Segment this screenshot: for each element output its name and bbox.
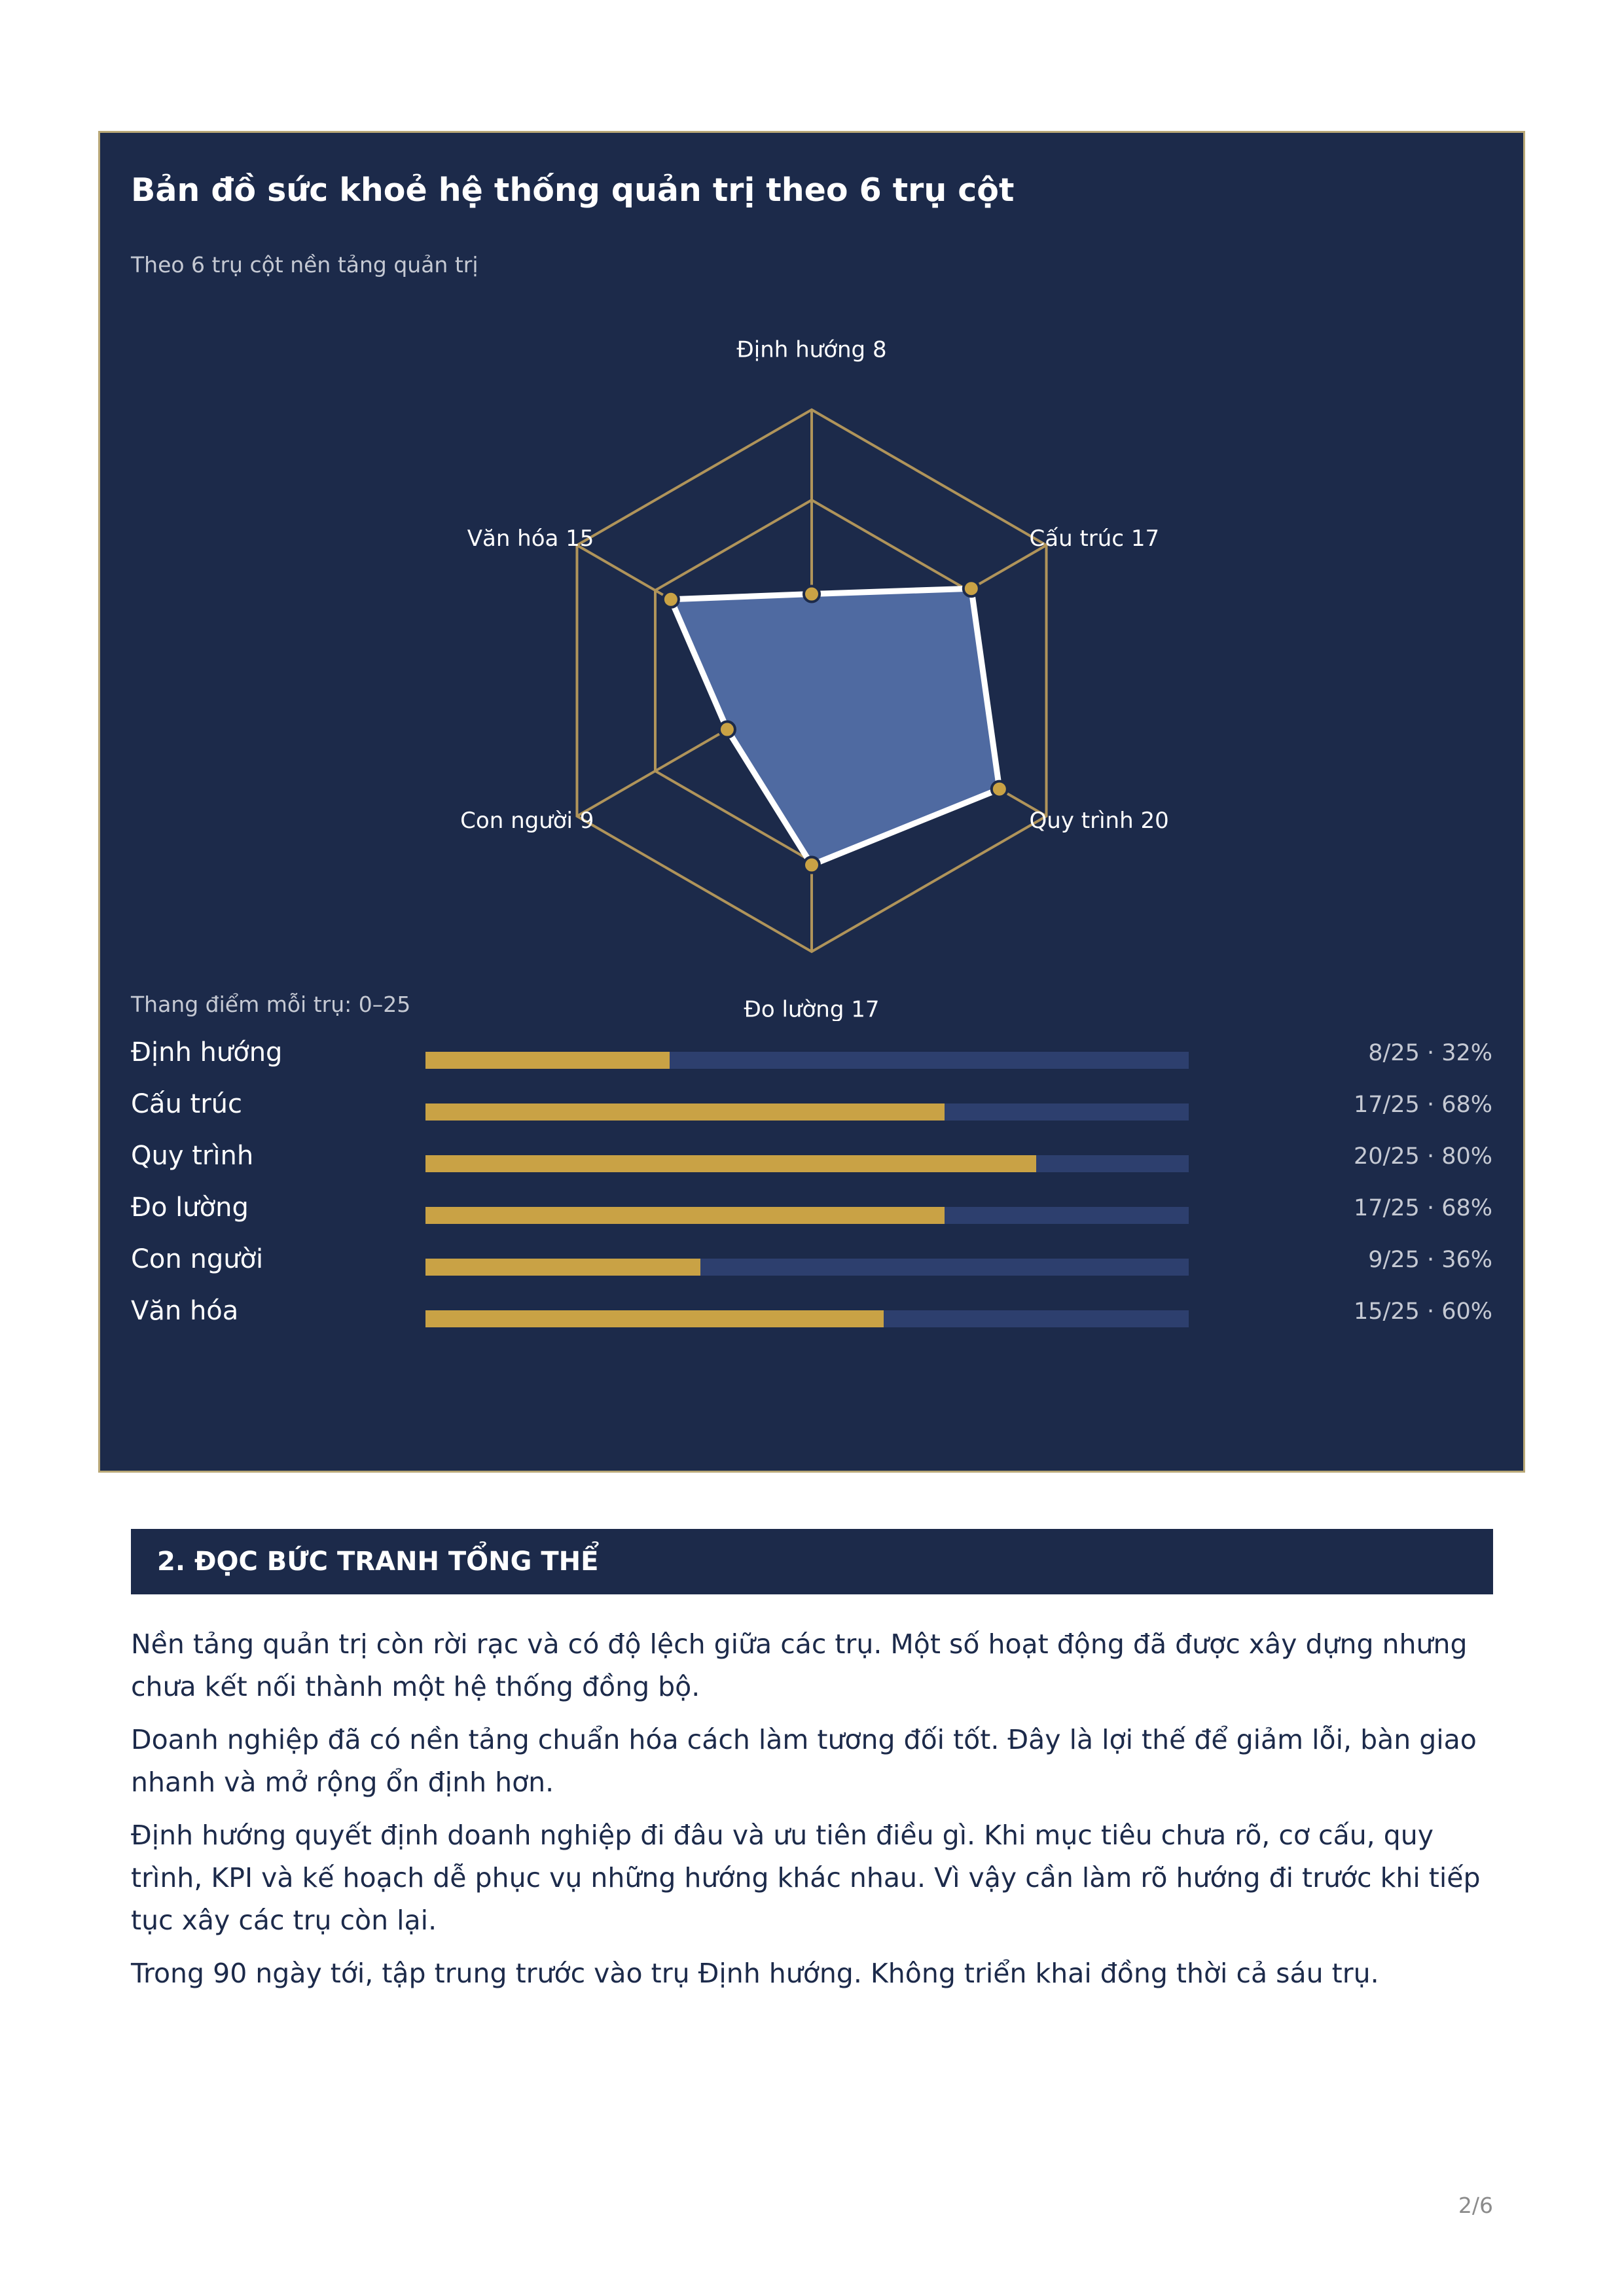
radar-data [663, 581, 1007, 872]
axis-label-2: Cấu trúc 17 [1029, 526, 1160, 552]
bar-label: Định hướng [131, 1037, 283, 1067]
scale-note: Thang điểm mỗi trụ: 0–25 [131, 992, 411, 1017]
radar-chart [0, 0, 1624, 1021]
bar-track [425, 1155, 1189, 1172]
bar-label: Đo lường [131, 1193, 249, 1223]
bar-value: 17/25 · 68% [1353, 1092, 1492, 1118]
bar-row [131, 1244, 1492, 1283]
radar-point-4 [804, 857, 820, 873]
paragraph: Nền tảng quản trị còn rời rạc và có độ lệch giữa các trụ. Một số hoạt động đã được xây dựng nhưng chưa kết nối thành một hệ thống đồng bộ. [131, 1628, 1468, 1702]
bar-label: Văn hóa [131, 1296, 239, 1326]
radar-point-3 [992, 781, 1007, 797]
bar-row [131, 1296, 1492, 1335]
bar-value: 8/25 · 32% [1368, 1040, 1492, 1066]
axis-label-5: Con người 9 [460, 807, 594, 834]
bar-label: Cấu trúc [131, 1089, 242, 1119]
axis-label-1: Định hướng 8 [736, 336, 887, 363]
section-header [131, 1529, 1493, 1594]
bar-track [425, 1052, 1189, 1069]
radar-point-6 [663, 592, 679, 607]
section-body [131, 1623, 1499, 2005]
axis-label-4: Đo lường 17 [744, 996, 880, 1021]
bar-fill [425, 1155, 1036, 1172]
chart-subtitle: Theo 6 trụ cột nền tảng quản trị [131, 252, 478, 278]
bar-row [131, 1089, 1492, 1128]
bar-value: 20/25 · 80% [1353, 1143, 1492, 1170]
bar-fill [425, 1052, 670, 1069]
bar-track [425, 1259, 1189, 1276]
bar-row [131, 1037, 1492, 1077]
bar-fill [425, 1103, 945, 1121]
bar-row [131, 1193, 1492, 1232]
bar-value: 9/25 · 36% [1368, 1247, 1492, 1273]
bar-label: Con người [131, 1244, 264, 1274]
bar-value: 17/25 · 68% [1353, 1195, 1492, 1221]
bar-fill [425, 1310, 884, 1327]
axis-label-6: Văn hóa 15 [467, 526, 594, 552]
radar-point-2 [964, 581, 979, 596]
bar-label: Quy trình [131, 1141, 254, 1171]
axis-label-3: Quy trình 20 [1029, 807, 1169, 834]
radar-point-1 [804, 586, 820, 602]
paragraph: Định hướng quyết định doanh nghiệp đi đâu và ưu tiên điều gì. Khi mục tiêu chưa rõ, cơ cấu, quy trình, KPI và kế hoạch dễ phục vụ những hướng khác nhau. Vì vậy cần làm rõ hướng đi trước khi tiếp tục xây các trụ còn lại. [131, 1820, 1481, 1936]
paragraph: Doanh nghiệp đã có nền tảng chuẩn hóa cách làm tương đối tốt. Đây là lợi thế để giảm lỗi, bàn giao nhanh và mở rộng ổn định hơn. [131, 1724, 1477, 1798]
radar-point-5 [719, 722, 735, 738]
bar-track [425, 1103, 1189, 1121]
bar-value: 15/25 · 60% [1353, 1299, 1492, 1325]
paragraph: Trong 90 ngày tới, tập trung trước vào trụ Định hướng. Không triển khai đồng thời cả sáu trụ. [131, 1958, 1379, 1989]
page-number: 2/6 [1458, 2193, 1493, 2218]
bar-track [425, 1310, 1189, 1327]
bar-fill [425, 1207, 945, 1224]
chart-title: Bản đồ sức khoẻ hệ thống quản trị theo 6 trụ cột [131, 171, 1015, 209]
bar-track [425, 1207, 1189, 1224]
bar-row [131, 1141, 1492, 1180]
bar-fill [425, 1259, 700, 1276]
section-title: 2. ĐỌC BỨC TRANH TỔNG THỂ [157, 1547, 599, 1577]
